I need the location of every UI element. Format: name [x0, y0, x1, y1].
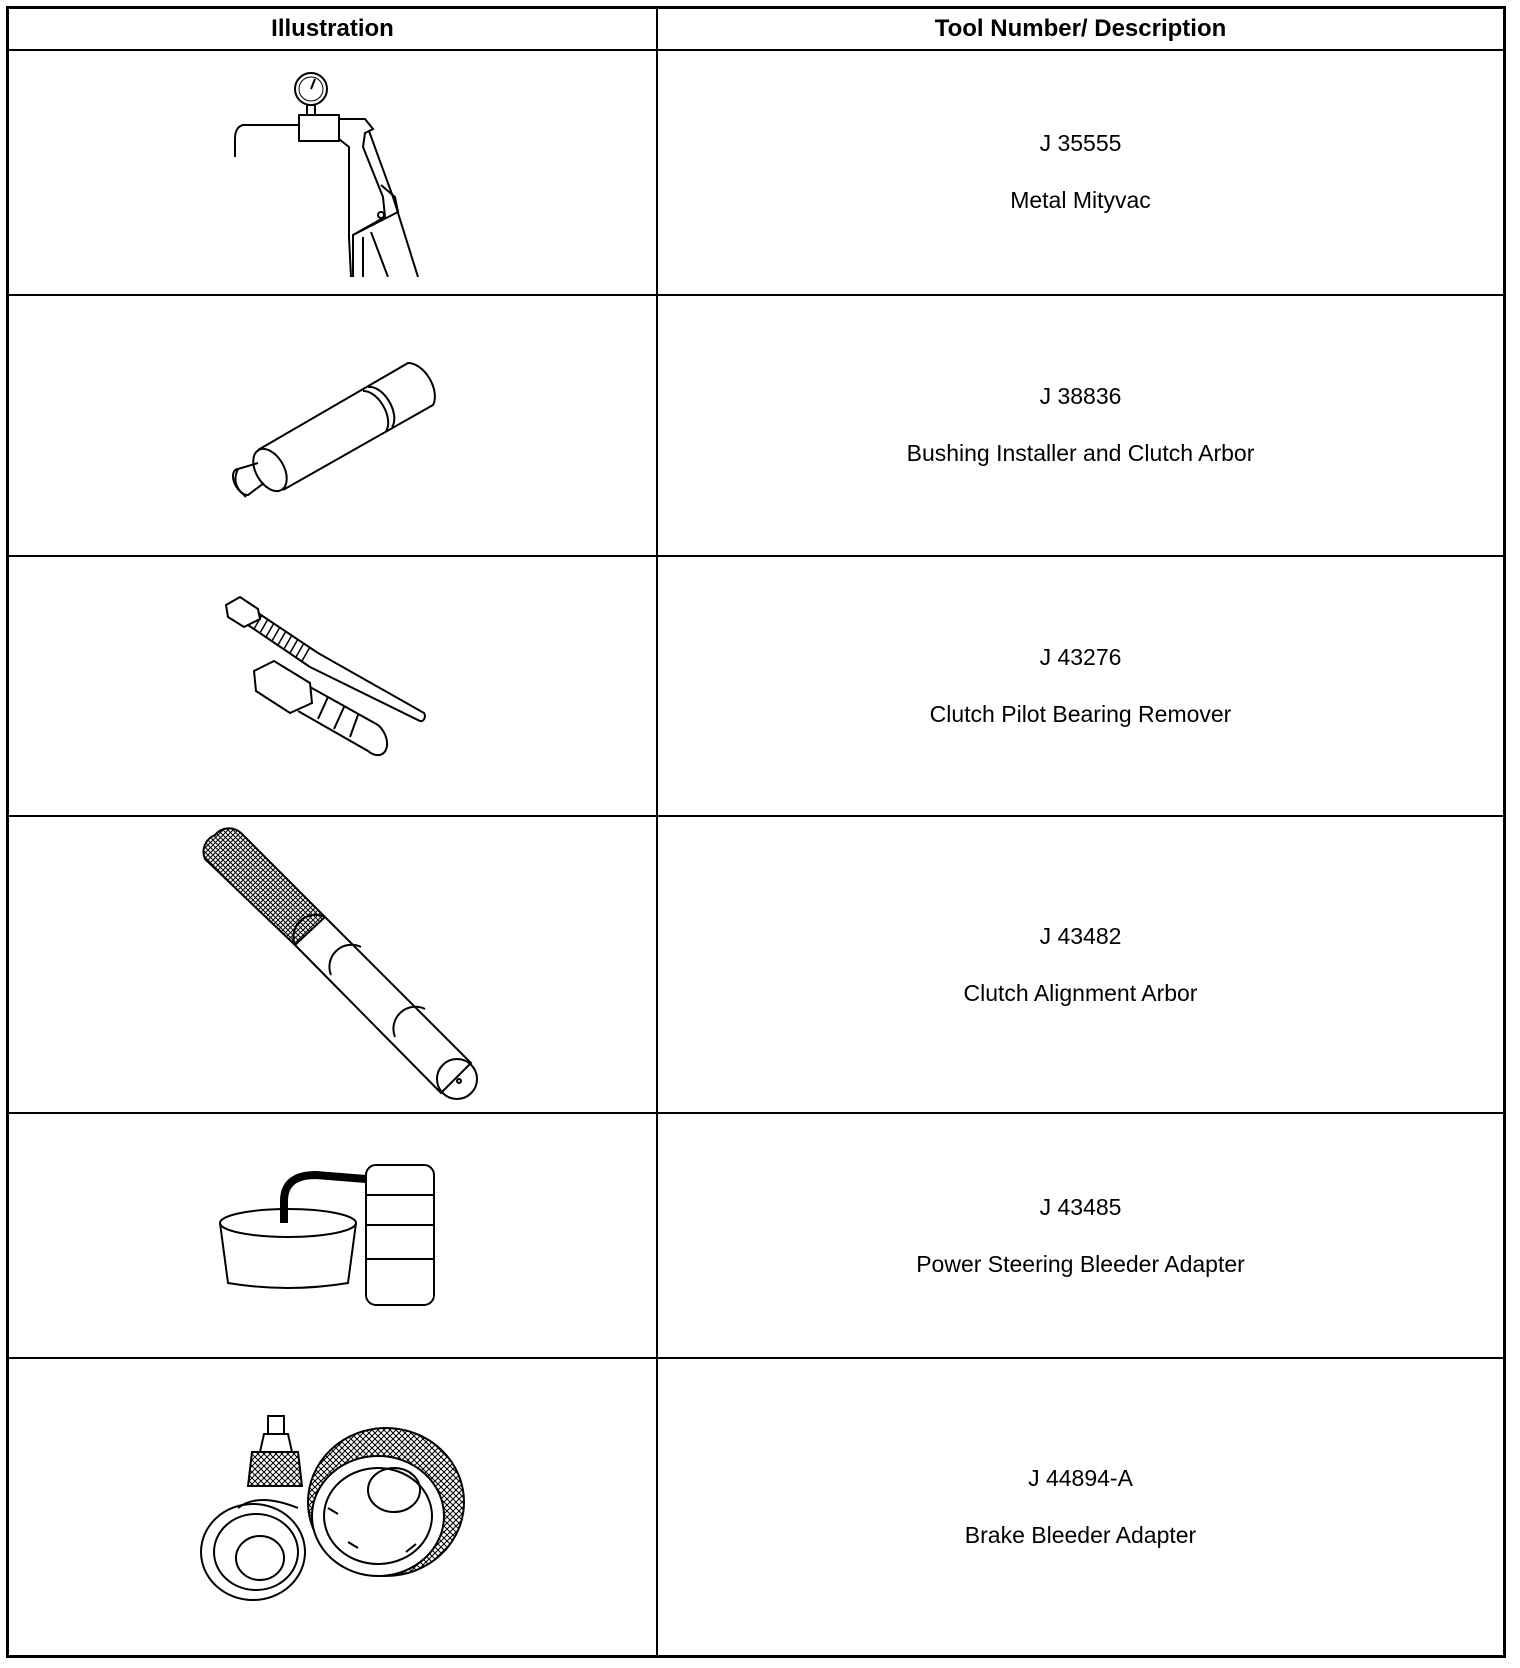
tool-number: J 35555	[1039, 130, 1122, 157]
pilot-bearing-remover-icon	[218, 591, 448, 781]
tool-number: J 43482	[1039, 922, 1122, 949]
table-row	[9, 556, 1503, 817]
table-row	[9, 295, 1503, 556]
illustration-cell	[9, 1358, 657, 1655]
table-row	[9, 1113, 1503, 1358]
tool-number: J 38836	[1039, 383, 1122, 410]
tool-number: J 43485	[1039, 1193, 1122, 1220]
tool-description: Power Steering Bleeder Adapter	[916, 1250, 1245, 1277]
illustration-cell	[9, 50, 657, 295]
tool-description: Metal Mityvac	[1010, 187, 1151, 214]
tool-description: Clutch Pilot Bearing Remover	[929, 701, 1232, 728]
description-cell	[657, 816, 1503, 1113]
special-tools-table	[9, 9, 1503, 1655]
illustration-cell	[9, 295, 657, 556]
description-cell	[657, 1113, 1503, 1358]
illustration-cell	[9, 1113, 657, 1358]
tool-number: J 44894-A	[1028, 1465, 1133, 1492]
description-cell	[657, 295, 1503, 556]
brake-bleeder-adapter-icon	[198, 1412, 468, 1602]
description-cell	[657, 50, 1503, 295]
bleeder-adapter-icon	[218, 1161, 448, 1311]
description-header: Tool Number/ Description	[657, 9, 1503, 50]
tool-table-frame	[6, 6, 1506, 1658]
illustration-header: Illustration	[9, 9, 657, 50]
table-row	[9, 1358, 1503, 1655]
tool-number: J 43276	[1039, 644, 1122, 671]
illustration-cell	[9, 556, 657, 817]
tool-description: Clutch Alignment Arbor	[963, 979, 1198, 1006]
tool-description: Bushing Installer and Clutch Arbor	[906, 440, 1255, 467]
table-row	[9, 816, 1503, 1113]
tool-description: Brake Bleeder Adapter	[964, 1522, 1197, 1549]
bushing-installer-icon	[218, 345, 448, 505]
table-row	[9, 50, 1503, 295]
vacuum-pump-gauge-icon	[213, 67, 453, 277]
table-header-row	[9, 9, 1503, 50]
alignment-arbor-icon	[183, 825, 483, 1105]
description-cell	[657, 1358, 1503, 1655]
description-cell	[657, 556, 1503, 817]
illustration-cell	[9, 816, 657, 1113]
